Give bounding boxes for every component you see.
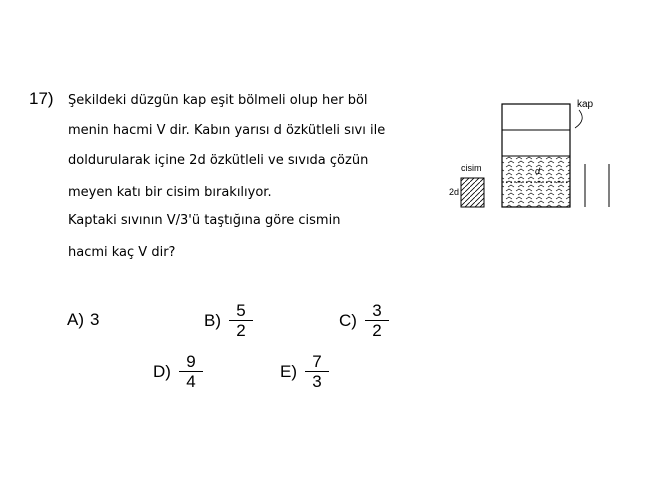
- answer-options: [62, 292, 402, 396]
- option-e-numerator: 7: [312, 352, 322, 371]
- question-line-1: Şekildeki düzgün kap eşit bölmeli olup her böl: [68, 93, 368, 108]
- option-d-denominator: 4: [186, 372, 196, 391]
- solid-block: [461, 178, 484, 207]
- question-line-6: hacmi kaç V dir?: [68, 245, 176, 260]
- option-b[interactable]: [204, 302, 253, 339]
- option-b-numerator: 5: [236, 301, 246, 320]
- kap-label: kap: [577, 99, 594, 110]
- option-a-value: 3: [90, 310, 100, 329]
- option-c-label: C): [339, 310, 357, 330]
- option-d[interactable]: [153, 353, 203, 390]
- option-e-fraction: [305, 353, 329, 390]
- kap-pointer: [575, 110, 582, 128]
- cisim-density-label: 2d: [449, 187, 460, 197]
- option-e[interactable]: [280, 353, 329, 390]
- solid-object: [449, 163, 484, 207]
- option-a-label: A): [67, 310, 84, 329]
- option-b-label: B): [204, 310, 221, 330]
- option-c-numerator: 3: [372, 301, 382, 320]
- option-e-denominator: 3: [312, 372, 322, 391]
- question-number: 17): [29, 89, 54, 108]
- option-d-numerator: 9: [186, 352, 196, 371]
- container-figure: [445, 92, 615, 217]
- question-line-2: menin hacmi V dir. Kabın yarısı d özkütleli sıvı ile: [68, 123, 386, 138]
- option-a[interactable]: [67, 310, 99, 330]
- option-b-fraction: [229, 302, 253, 339]
- question-line-4: meyen katı bir cisim bırakılıyor.: [68, 185, 272, 200]
- option-c-fraction: [365, 302, 389, 339]
- cisim-label: cisim: [461, 163, 482, 173]
- question-line-3: doldurularak içine 2d özkütleli ve sıvıda çözün: [68, 153, 369, 168]
- option-e-label: E): [280, 361, 297, 381]
- option-d-fraction: [179, 353, 203, 390]
- main-container: [502, 104, 570, 207]
- liquid-label: d: [535, 166, 541, 176]
- question-line-5: Kaptaki sıvının V/3'ü taştığına göre cismin: [68, 213, 341, 228]
- option-b-denominator: 2: [236, 321, 246, 340]
- option-c[interactable]: [339, 302, 389, 339]
- option-d-label: D): [153, 361, 171, 381]
- option-c-denominator: 2: [372, 321, 382, 340]
